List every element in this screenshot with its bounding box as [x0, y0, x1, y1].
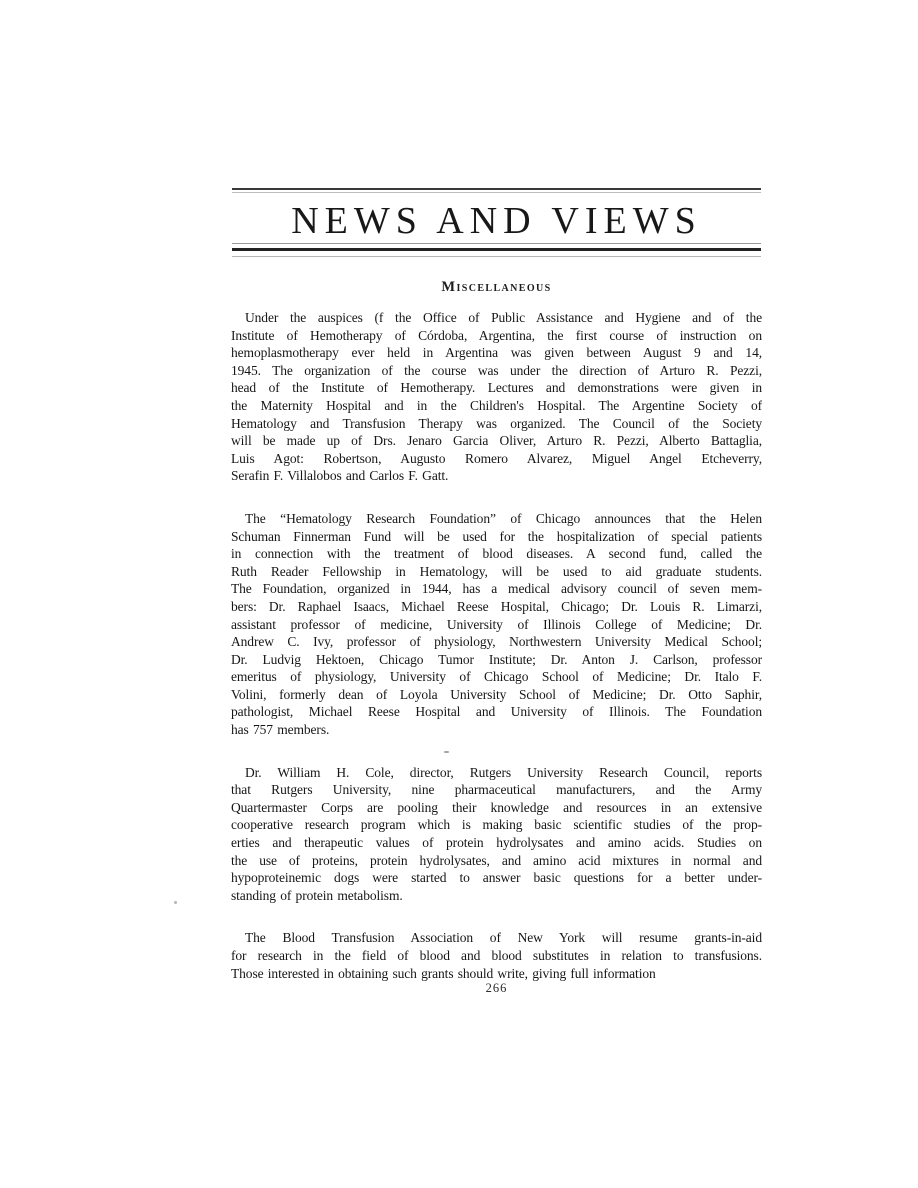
article-body: [231, 309, 762, 1007]
page-number: 266: [485, 981, 508, 995]
text-line: Schuman Finnerman Fund will be used for the hospitalization of special patients: [231, 528, 762, 544]
text-line: in connection with the treatment of blood diseases. A second fund, called the: [231, 546, 762, 562]
text-line: Ruth Reader Fellowship in Hematology, will be used to aid graduate students.: [231, 563, 762, 579]
text-line: standing of protein metabolism.: [231, 887, 403, 903]
text-line: pathologist, Michael Reese Hospital and University of Illinois. The Foundation: [231, 704, 762, 720]
text-line: that Rutgers University, nine pharmaceutical manufacturers, and the Army: [231, 782, 762, 798]
text-line: will be made up of Drs. Jenaro Garcia Oliver, Arturo R. Pezzi, Alberto Battaglia,: [231, 433, 762, 449]
title-rule-main: [232, 248, 761, 251]
text-line: emeritus of physiology, University of Chicago School of Medicine; Dr. Italo F.: [231, 669, 762, 685]
text-line: assistant professor of medicine, University of Illinois College of Medicine; Dr.: [231, 616, 762, 632]
text-line: The “Hematology Research Foundation” of Chicago announces that the Helen: [245, 510, 762, 526]
text-line: for research in the field of blood and blood substitutes in relation to transfusions.: [231, 948, 762, 963]
text-line: hypoproteinemic dogs were started to answer basic questions for a better under-: [231, 870, 762, 886]
title-rule-ghost-upper: [232, 243, 761, 244]
text-line: Andrew C. Ivy, professor of physiology, Northwestern University Medical School;: [231, 634, 762, 650]
text-line: 1945. The organization of the course was under the direction of Arturo R. Pezzi,: [231, 362, 762, 378]
text-line: Luis Agot: Robertson, Augusto Romero Alvarez, Miguel Angel Etcheverry,: [231, 450, 762, 466]
paragraph: [231, 929, 762, 982]
text-line: Serafin F. Villalobos and Carlos F. Gatt.: [231, 468, 449, 484]
text-line: the Maternity Hospital and in the Children's Hospital. The Argentine Society of: [231, 397, 762, 413]
text-line: The Blood Transfusion Association of New York will resume grants-in-aid: [245, 930, 762, 946]
text-line: Hematology and Transfusion Therapy was organized. The Council of the Society: [231, 415, 762, 431]
text-line: hemoplasmotherapy ever held in Argentina was given between August 9 and 14,: [231, 345, 762, 361]
title-rule-ghost-lower: [232, 256, 761, 257]
text-line: head of the Institute of Hemotherapy. Lectures and demonstrations were given in: [231, 380, 762, 396]
text-line: Under the auspices (f the Office of Public Assistance and Hygiene and of the: [245, 310, 762, 325]
scan-speck: [174, 901, 177, 904]
text-line: Dr. William H. Cole, director, Rutgers University Research Council, reports: [245, 764, 762, 780]
text-line: cooperative research program which is making basic scientific studies of the prop-: [231, 817, 762, 833]
paragraph: [231, 764, 762, 905]
text-line: Dr. Ludvig Hektoen, Chicago Tumor Institute; Dr. Anton J. Carlson, professor: [231, 651, 762, 667]
text-line: Institute of Hemotherapy of Córdoba, Argentina, the first course of instruction on: [231, 327, 762, 343]
page-title: NEWS AND VIEWS: [291, 200, 702, 242]
text-line: Volini, formerly dean of Loyola University School of Medicine; Dr. Otto Saphir,: [231, 686, 762, 702]
section-heading: Miscellaneous: [441, 279, 552, 295]
scan-speck: [444, 751, 449, 753]
text-line: bers: Dr. Raphael Isaacs, Michael Reese Hospital, Chicago; Dr. Louis R. Limarzi,: [231, 598, 762, 614]
header-rule-top: [232, 188, 761, 190]
text-line: The Foundation, organized in 1944, has a medical advisory council of seven mem-: [231, 581, 762, 597]
text-line: has 757 members.: [231, 722, 330, 738]
header-rule-top-ghost: [232, 192, 761, 193]
paragraph: [231, 510, 762, 739]
text-line: Those interested in obtaining such grants should write, giving full information: [231, 965, 656, 981]
paragraph: [231, 309, 762, 485]
text-line: Quartermaster Corps are pooling their knowledge and resources in an extensive: [231, 799, 762, 815]
text-line: erties and therapeutic values of protein hydrolysates and amino acids. Studies on: [231, 835, 762, 851]
text-line: the use of proteins, protein hydrolysates, and amino acid mixtures in normal and: [231, 852, 762, 868]
